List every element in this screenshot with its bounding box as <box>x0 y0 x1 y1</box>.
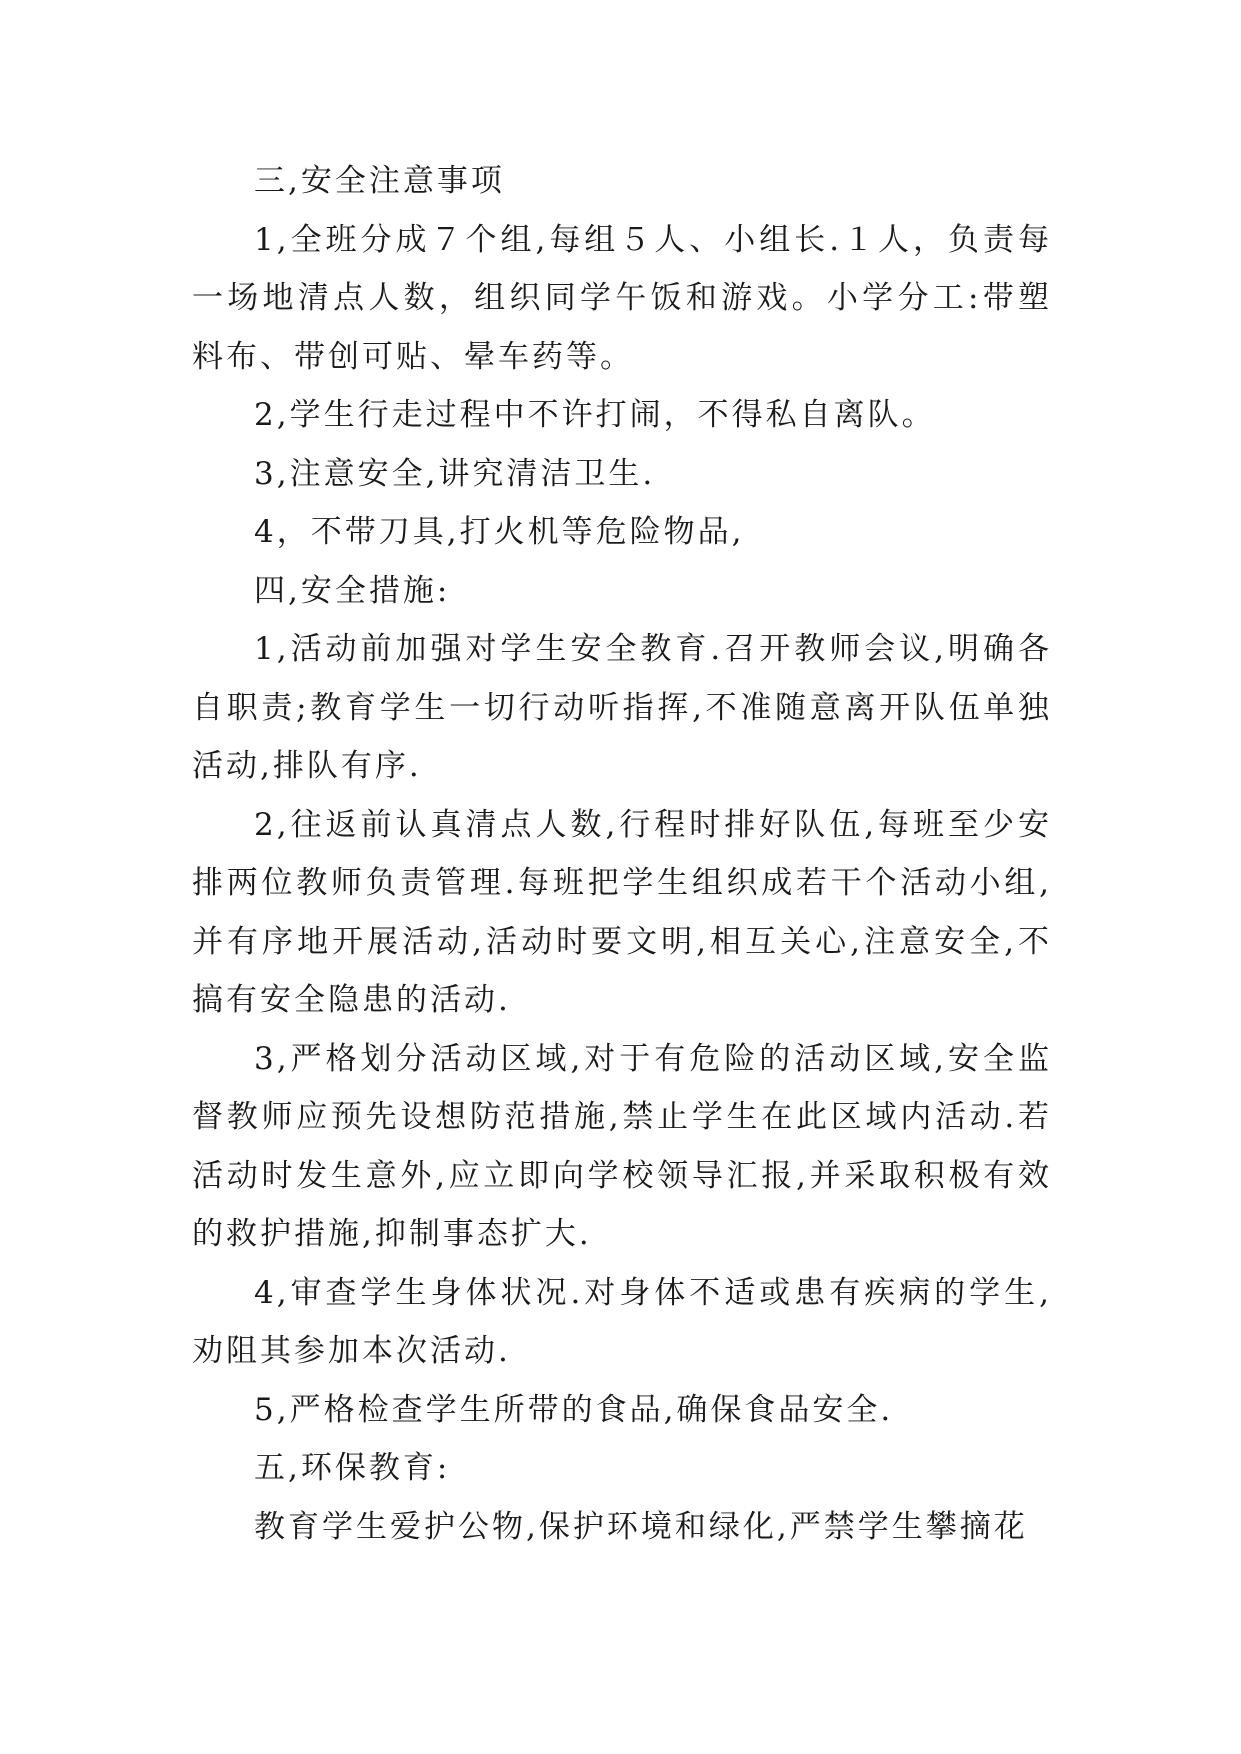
paragraph: 3,注意安全,讲究清洁卫生. <box>254 455 656 492</box>
paragraph: 2,往返前认真清点人数,行程时排好队伍,每班至少安排两位教师负责管理.每班把学生组织成若干个活动小组,并有序地开展活动,活动时要文明,相互关心,注意安全,不搞有安全隐患的活动. <box>192 806 1052 1018</box>
paragraph: 教育学生爱护公物,保护环境和绿化,严禁学生攀摘花 <box>254 1508 1028 1545</box>
paragraph: 1,全班分成７个组,每组５人、小组长.１人，负责每一场地清点人数，组织同学午饭和游戏。小学分工:带塑料布、带创可贴、晕车药等。 <box>192 221 1052 375</box>
paragraph: 4,审查学生身体状况.对身体不适或患有疾病的学生,劝阻其参加本次活动. <box>192 1274 1052 1369</box>
section-heading-environmental-education: 五,环保教育: <box>254 1450 451 1486</box>
paragraph: 1,活动前加强对学生安全教育.召开教师会议,明确各自职责;教育学生一切行动听指挥,不准随意离开队伍单独活动,排队有序. <box>192 631 1052 784</box>
paragraph: 3,严格划分活动区域,对于有危险的活动区域,安全监督教师应预先设想防范措施,禁止学生在此区域内活动.若活动时发生意外,应立即向学校领导汇报,并采取积极有效的救护措施,抑制事态扩大. <box>192 1040 1052 1252</box>
document-page <box>192 152 1052 1556</box>
section-heading-safety-measures: 四,安全措施: <box>254 572 451 609</box>
paragraph: 4，不带刀具,打火机等危险物品, <box>254 514 745 550</box>
paragraph: 5,严格检查学生所带的食品,确保食品安全. <box>254 1391 894 1428</box>
paragraph: 2,学生行走过程中不许打闹，不得私自离队。 <box>254 397 936 433</box>
section-heading-safety-notes: 三,安全注意事项 <box>254 163 505 199</box>
